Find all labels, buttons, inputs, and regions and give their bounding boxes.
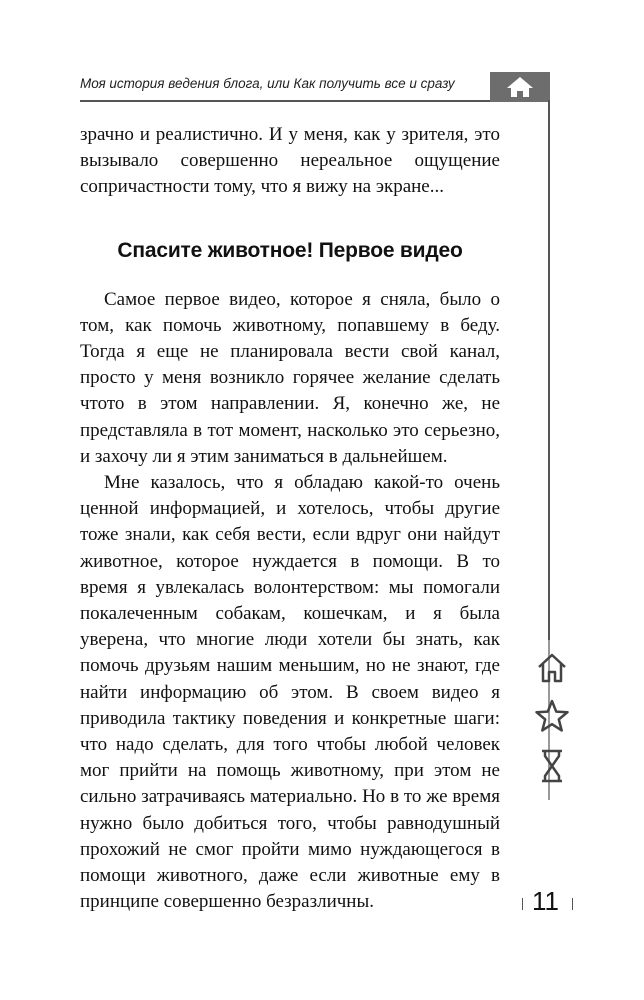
- page-number-tick: [522, 898, 523, 910]
- paragraph-continued: зрачно и реалистично. И у меня, как у зрителя, это вызывало совершенно нереальное ощущение сопричастности тому, что я вижу на экране...: [80, 124, 500, 198]
- home-button[interactable]: [490, 72, 550, 102]
- page-content: [80, 122, 500, 915]
- paragraph: Самое первое видео, которое я сняла, было о том, как помочь животному, попавшему в беду. Тогда я еще не планировала вести свой канал, просто у меня возникло горячее желание сделать чтото в этом направлении. Я, конечно же, не представляла в тот момент, насколько это серьезно, и захочу ли я этим заниматься в дальнейшем.: [80, 288, 500, 467]
- running-header: Моя история ведения блога, или Как получить все и сразу: [80, 76, 455, 91]
- hourglass-icon[interactable]: [532, 746, 572, 786]
- star-outline-icon[interactable]: [532, 696, 572, 736]
- header-rule: [80, 100, 550, 102]
- page-number-tick: [572, 898, 573, 910]
- page-number: 11: [532, 886, 559, 916]
- section-heading: Спасите животное! Первое видео: [117, 238, 463, 262]
- paragraph: Мне казалось, что я обладаю какой-то очень ценной информацией, и хотелось, чтобы другие тоже знали, как себя вести, если вдруг они найдут животное, которое нуждается в помощи. В то время я увлекалась волонтерством: мы помогали покалеченным собакам, кошечкам, и я была уверена, что многие люди хотели бы знать, как помочь друзьям нашим меньшим, но не знают, где найти информацию об этом. В своем видео я приводила тактику поведения и конкретные шаги: что надо сделать, для того чтобы любой человек мог прийти на помощь животному, при этом не сильно затрачиваясь материально. Но в то же время нужно было добиться того, чтобы равнодушный прохожий не смог пройти мимо нуждающегося в помощи животного, даже если животные ему в принципе совершенно безразличны.: [80, 472, 500, 913]
- home-icon: [505, 75, 535, 99]
- home-outline-icon[interactable]: [532, 648, 572, 688]
- margin-rule: [548, 100, 550, 640]
